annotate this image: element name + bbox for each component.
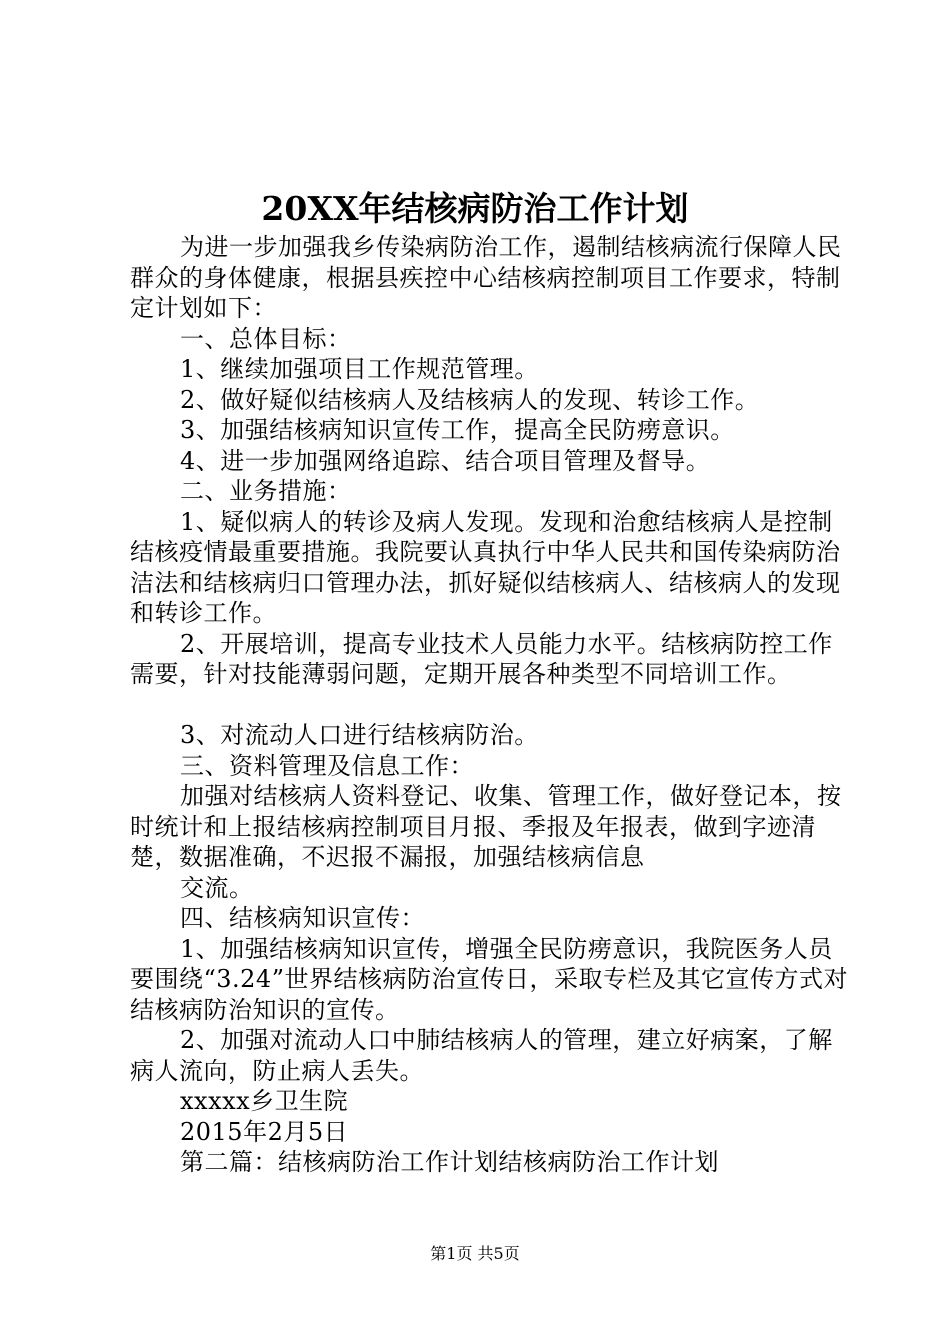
body-paragraph: 交流。 — [180, 873, 254, 902]
document-body — [130, 232, 850, 1178]
signature-date: 2015年2月5日 — [180, 1117, 349, 1146]
body-paragraph: 3、对流动人口进行结核病防治。 — [180, 721, 539, 749]
list-item: 1、继续加强项目工作规范管理。 — [180, 355, 539, 383]
body-paragraph: 1、加强结核病知识宣传，增强全民防痨意识，我院医务人员要围绕“3.24”世界结核病防治宣传日，采取专栏及其它宣传方式对结核病防治知识的宣传。 — [130, 934, 848, 1024]
signature-organization: xxxxx乡卫生院 — [180, 1087, 349, 1115]
list-item: 2、做好疑似结核病人及结核病人的发现、转诊工作。 — [180, 385, 760, 414]
section-heading-4: 四、结核病知识宣传： — [180, 904, 425, 932]
list-item: 4、进一步加强网络追踪、结合项目管理及督导。 — [180, 446, 711, 475]
body-paragraph: 1、疑似病人的转诊及病人发现。发现和治愈结核病人是控制结核疫情最重要措施。我院要认真执行中华人民共和国传染病防治洁法和结核病归口管理办法，抓好疑似结核病人、结核病人的发现和转诊工作。 — [130, 507, 841, 627]
intro-paragraph: 为进一步加强我乡传染病防治工作，遏制结核病流行保障人民群众的身体健康，根据县疾控中心结核病控制项目工作要求，特制定计划如下： — [130, 233, 842, 322]
page-number-footer: 第1页 共5页 — [430, 1244, 520, 1263]
section-heading-2: 二、业务措施： — [180, 477, 352, 505]
body-paragraph: 2、开展培训，提高专业技术人员能力水平。结核病防控工作需要，针对技能薄弱问题，定期开展各种类型不同培训工作。 — [130, 629, 833, 688]
blank-line — [130, 690, 850, 721]
list-item: 3、加强结核病知识宣传工作，提高全民防痨意识。 — [180, 416, 735, 444]
document-title: 20XX年结核病防治工作计划 — [261, 189, 689, 228]
section-heading-1: 一、总体目标： — [180, 324, 352, 353]
next-chapter-heading: 第二篇：结核病防治工作计划结核病防治工作计划 — [180, 1148, 719, 1176]
body-paragraph: 2、加强对流动人口中肺结核病人的管理，建立好病案，了解病人流向，防止病人丢失。 — [130, 1026, 833, 1085]
section-heading-3: 三、资料管理及信息工作： — [180, 751, 474, 780]
body-paragraph: 加强对结核病人资料登记、收集、管理工作，做好登记本，按时统计和上报结核病控制项目月报、季报及年报表，做到字迹清楚，数据准确，不迟报不漏报，加强结核病信息 — [130, 782, 842, 871]
